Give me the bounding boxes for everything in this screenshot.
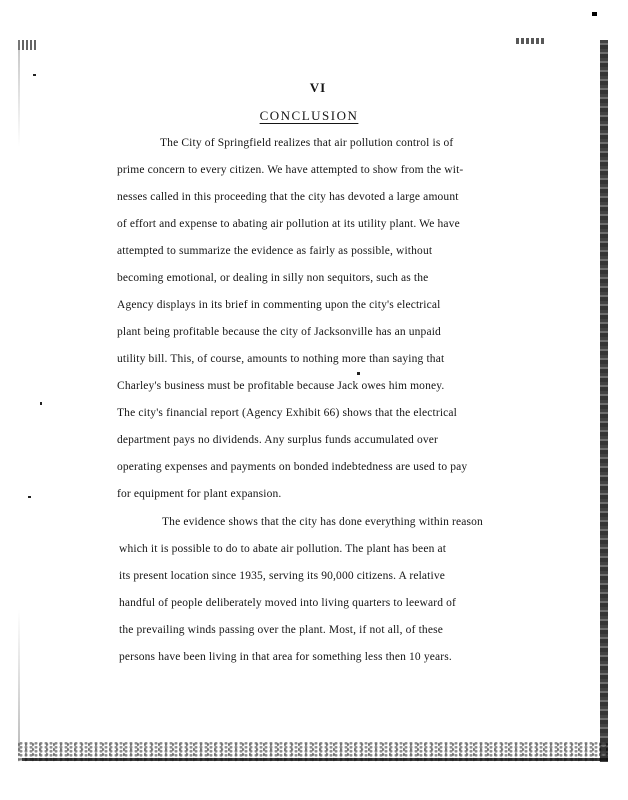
paragraph-2-line-5: the prevailing winds passing over the plant. Most, if not all, of these	[119, 624, 443, 636]
paragraph-1-line-13: operating expenses and payments on bonded indebtedness are used to pay	[117, 461, 468, 473]
paragraph-2-line-2: which it is possible to do to abate air pollution. The plant has been at	[119, 543, 447, 555]
paragraph-1-line-9: utility bill. This, of course, amounts to nothing more than saying that	[117, 353, 445, 365]
paragraph-1-line-10: Charley's business must be profitable because Jack owes him money.	[117, 380, 445, 392]
paragraph-2-line-6: persons have been living in that area for something less then 10 years.	[119, 651, 452, 663]
paragraph-1-line-8: plant being profitable because the city of Jacksonville has an unpaid	[117, 326, 441, 338]
paragraph-1-line-7: Agency displays in its brief in commenting upon the city's electrical	[117, 299, 441, 311]
paragraph-1-line-2: prime concern to every citizen. We have attempted to show from the wit-	[117, 164, 464, 176]
paragraph-1-line-14: for equipment for plant expansion.	[117, 488, 282, 500]
paragraph-1-line-4: of effort and expense to abating air pollution at its utility plant. We have	[117, 218, 460, 230]
section-title-text: CONCLUSION	[259, 108, 359, 123]
paragraph-1-line-5: attempted to summarize the evidence as fairly as possible, without	[117, 245, 433, 257]
section-number: VI	[309, 80, 327, 95]
paragraph-2-line-3: its present location since 1935, serving its 90,000 citizens. A relative	[119, 570, 446, 582]
paragraph-2-line-4: handful of people deliberately moved into living quarters to leeward of	[119, 597, 457, 609]
paragraph-1-line-6: becoming emotional, or dealing in silly non sequitors, such as the	[117, 272, 429, 284]
paragraph-1-line-12: department pays no dividends. Any surplus funds accumulated over	[117, 434, 438, 446]
paragraph-1-line-3: nesses called in this proceeding that the city has devoted a large amount	[117, 191, 459, 203]
paragraph-1-line-11: The city's financial report (Agency Exhibit 66) shows that the electrical	[117, 407, 458, 419]
paragraph-2-line-1: The evidence shows that the city has done everything within reason	[162, 516, 483, 528]
paragraph-1-line-1: The City of Springfield realizes that air pollution control is of	[160, 137, 454, 149]
